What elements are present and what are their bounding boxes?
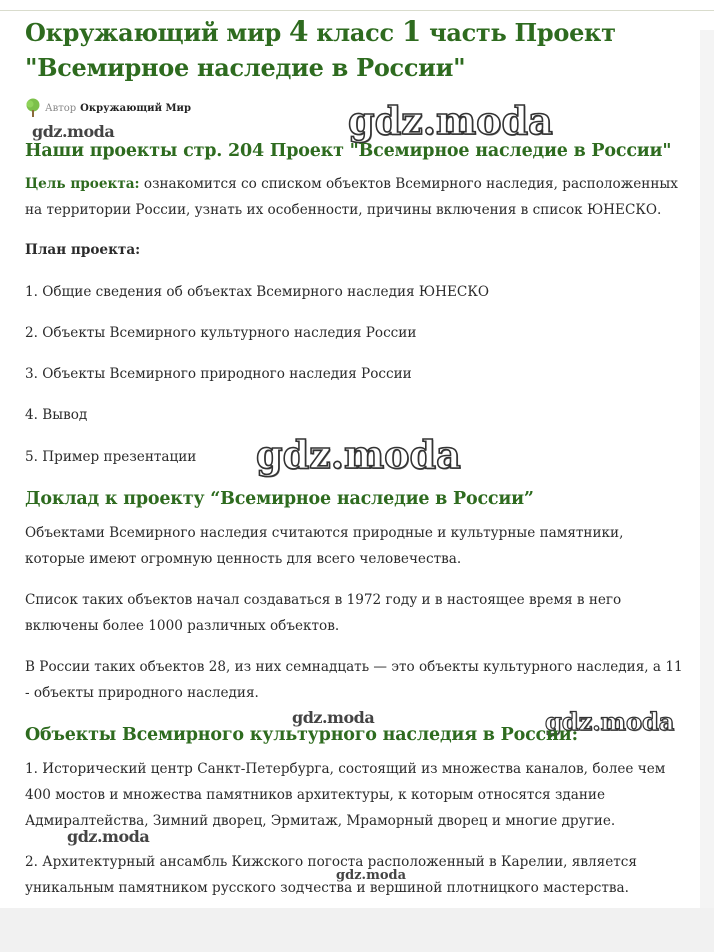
watermark: gdz.moda bbox=[545, 707, 675, 736]
watermark: gdz.moda bbox=[256, 432, 461, 477]
section-heading-report: Доклад к проекту “Всемирное наследие в России” bbox=[25, 489, 534, 509]
plan-item: 5. Пример презентации bbox=[25, 449, 197, 465]
page-title bbox=[25, 14, 690, 85]
section-heading-projects: Наши проекты стр. 204 Проект "Всемирное наследие в России" bbox=[25, 141, 672, 161]
title-part-number: 1 bbox=[401, 15, 422, 48]
watermark: gdz.moda bbox=[67, 827, 150, 846]
tree-icon bbox=[25, 98, 41, 118]
project-goal bbox=[25, 171, 685, 223]
goal-text: ознакомится со списком объектов Всемирного наследия, расположенных на территории России, узнать их особенности, причины включения в список ЮНЕСКО. bbox=[25, 176, 678, 218]
heritage-item: 1. Исторический центр Санкт-Петербурга, состоящий из множества каналов, более чем 400 мостов и множества памятников архитектуры, к которым относятся здание Адмиралтейства, Зимний дворец, Эрмитаж, Мраморный дворец и многие другие. bbox=[25, 761, 666, 829]
title-part: класс bbox=[308, 18, 402, 47]
report-paragraph: Список таких объектов начал создаваться в 1972 году и в настоящее время в него включены более 1000 различных объектов. bbox=[25, 592, 622, 634]
plan-label: План проекта: bbox=[25, 242, 141, 258]
watermark: gdz.moda bbox=[292, 708, 375, 727]
plan-item: 3. Объекты Всемирного природного наследия России bbox=[25, 366, 412, 382]
title-line2: "Всемирное наследие в России" bbox=[25, 53, 466, 82]
title-part: часть Проект bbox=[421, 18, 616, 47]
sidebar-strip bbox=[700, 30, 714, 910]
report-paragraph: Объектами Всемирного наследия считаются природные и культурные памятники, которые имеют огромную ценность для всего человечества. bbox=[25, 525, 624, 567]
watermark: gdz.moda bbox=[348, 98, 553, 143]
plan-item: 4. Вывод bbox=[25, 407, 88, 423]
report-paragraph: В России таких объектов 28, из них семнадцать — это объекты культурного наследия, а 11 - объекты природного наследия. bbox=[25, 659, 683, 701]
goal-label: Цель проекта: bbox=[25, 176, 140, 192]
plan-item: 1. Общие сведения об объектах Всемирного наследия ЮНЕСКО bbox=[25, 284, 489, 300]
title-grade-number: 4 bbox=[289, 15, 309, 48]
bottom-strip bbox=[0, 908, 714, 952]
section-heading-cultural-heritage: Объекты Всемирного культурного наследия в России: bbox=[25, 725, 578, 745]
plan-item: 2. Объекты Всемирного культурного наследия России bbox=[25, 325, 417, 341]
author-prefix: Автор bbox=[45, 102, 77, 114]
top-divider bbox=[0, 10, 714, 11]
title-part: Окружающий мир bbox=[25, 18, 289, 47]
watermark: gdz.moda bbox=[336, 868, 407, 883]
heritage-item: 2. Архитектурный ансамбль Кижского погоста расположенный в Карелии, является уникальным памятником русского зодчества и вершиной плотницкого мастерства. bbox=[25, 854, 637, 896]
author-name[interactable]: Окружающий Мир bbox=[80, 102, 191, 114]
watermark: gdz.moda bbox=[32, 122, 115, 141]
